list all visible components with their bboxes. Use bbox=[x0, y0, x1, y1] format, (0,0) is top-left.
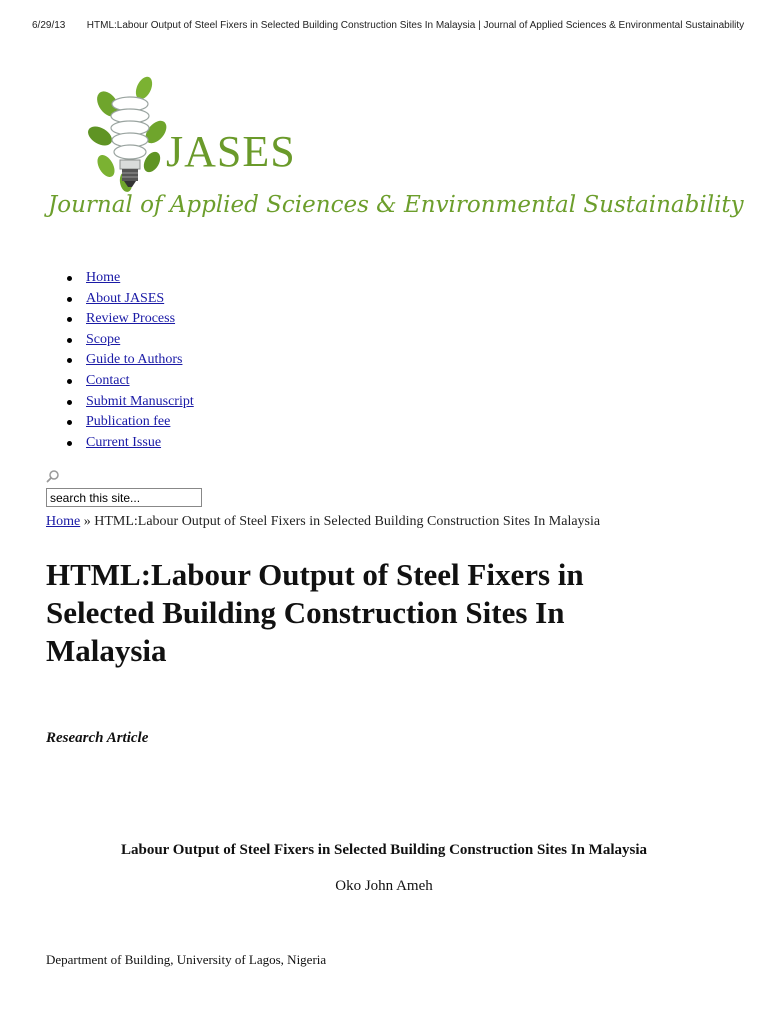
nav-link-submit[interactable]: Submit Manuscript bbox=[86, 393, 194, 409]
breadcrumb-current: HTML:Labour Output of Steel Fixers in Selected Building Construction Sites In Malaysia bbox=[94, 514, 601, 529]
bullet-icon bbox=[67, 400, 72, 405]
bullet-icon bbox=[67, 379, 72, 384]
breadcrumb bbox=[46, 514, 600, 530]
nav-item-review-process bbox=[62, 309, 194, 330]
nav-link-contact[interactable]: Contact bbox=[86, 372, 130, 388]
bullet-icon bbox=[67, 276, 72, 281]
article-author: Oko John Ameh bbox=[335, 878, 433, 894]
nav-link-scope[interactable]: Scope bbox=[86, 331, 121, 347]
print-header bbox=[32, 20, 752, 31]
nav-item-about bbox=[62, 289, 194, 310]
main-nav bbox=[62, 268, 194, 453]
bullet-icon bbox=[67, 338, 72, 343]
article-affiliation: Department of Building, University of Lagos, Nigeria bbox=[46, 952, 327, 967]
nav-item-guide bbox=[62, 350, 194, 371]
bullet-icon bbox=[67, 441, 72, 446]
nav-link-about[interactable]: About JASES bbox=[86, 290, 165, 306]
article-heading: Labour Output of Steel Fixers in Selected Building Construction Sites In Malaysia bbox=[120, 842, 647, 858]
leafy-light-bulb-icon bbox=[86, 74, 176, 204]
nav-item-contact bbox=[62, 371, 194, 392]
bullet-icon bbox=[67, 358, 72, 363]
bullet-icon bbox=[67, 420, 72, 425]
nav-link-guide[interactable]: Guide to Authors bbox=[86, 352, 183, 368]
print-date: 6/29/13 bbox=[32, 20, 66, 31]
bullet-icon bbox=[67, 317, 72, 322]
breadcrumb-home-link[interactable]: Home bbox=[46, 514, 81, 529]
site-logo-text[interactable]: JASES bbox=[166, 127, 296, 176]
nav-item-scope bbox=[62, 330, 194, 351]
nav-item-home bbox=[62, 268, 194, 289]
bullet-icon bbox=[67, 297, 72, 302]
page-title: HTML:Labour Output of Steel Fixers in Selected Building Construction Sites In Malaysia bbox=[46, 557, 584, 668]
search-input[interactable] bbox=[46, 488, 202, 507]
nav-link-current-issue[interactable]: Current Issue bbox=[86, 434, 162, 450]
search-icon[interactable] bbox=[46, 469, 60, 483]
site-tagline: Journal of Applied Sciences & Environmental Sustainability bbox=[48, 192, 744, 218]
nav-link-review-process[interactable]: Review Process bbox=[86, 311, 176, 327]
print-title: HTML:Labour Output of Steel Fixers in Selected Building Construction Sites In Malaysia | Journal of Applied Sciences & Environmental Sustainability bbox=[86, 20, 745, 31]
nav-link-fee[interactable]: Publication fee bbox=[86, 414, 171, 430]
nav-item-fee bbox=[62, 412, 194, 433]
article-type: Research Article bbox=[46, 730, 149, 746]
nav-item-submit bbox=[62, 392, 194, 413]
nav-link-home[interactable]: Home bbox=[86, 270, 121, 285]
breadcrumb-separator: » bbox=[83, 514, 91, 529]
nav-item-current-issue bbox=[62, 433, 194, 454]
